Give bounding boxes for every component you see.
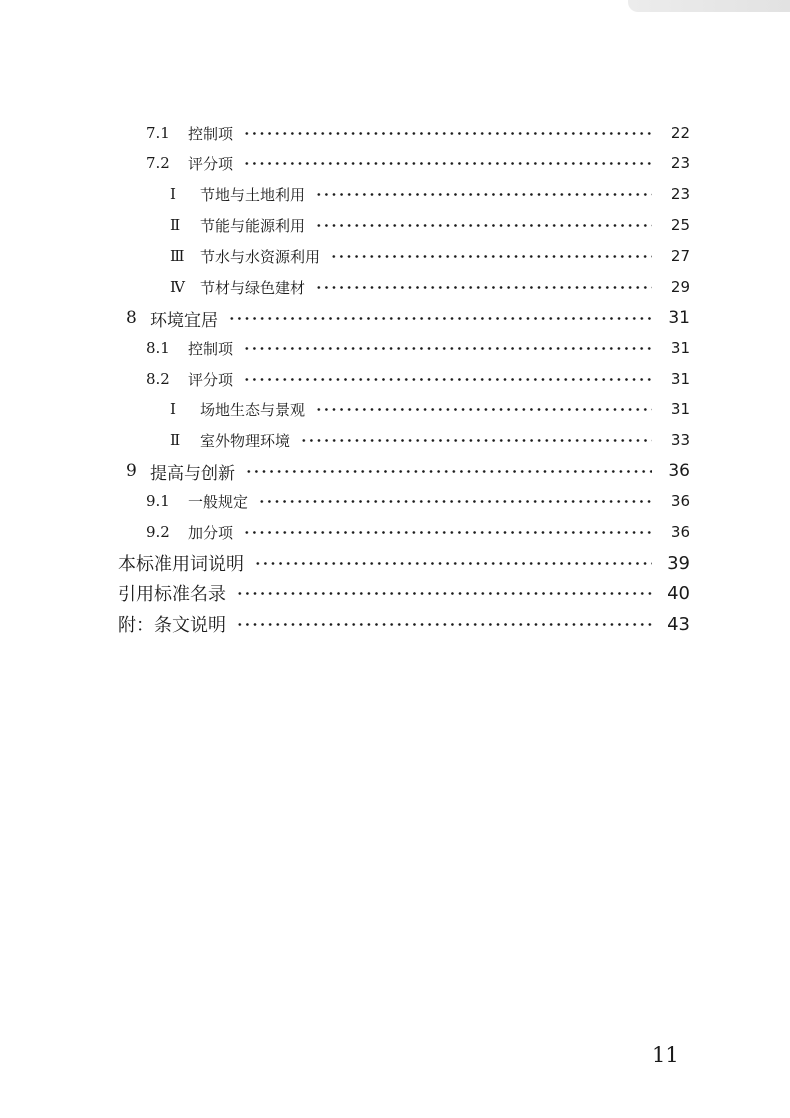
toc-entry-title: 评分项 <box>188 370 234 389</box>
toc-entry-number: 9.2 <box>146 523 170 541</box>
toc-entry-explanation[interactable] <box>118 609 690 639</box>
toc-entry-title: 控制项 <box>188 124 234 143</box>
toc-entry-number: 8.1 <box>146 339 170 357</box>
scan-edge-mark <box>628 0 790 12</box>
toc-entry-title: 附：条文说明 <box>118 615 226 636</box>
toc-entry-title: 室外物理环境 <box>200 431 291 450</box>
toc-entry-page: 31 <box>670 370 690 388</box>
toc-entry-number: 8 <box>126 308 137 328</box>
dot-leader <box>330 255 652 258</box>
toc-entry-title: 节材与绿色建材 <box>200 278 306 297</box>
toc-entry-7-2[interactable] <box>146 148 690 178</box>
toc-entry-page: 31 <box>670 339 690 357</box>
toc-entry-number: 9.1 <box>146 492 170 510</box>
toc-entry-page: 25 <box>670 216 690 234</box>
toc-entry-page: 23 <box>670 185 690 203</box>
toc-entry-7-2-iv[interactable] <box>170 272 690 302</box>
toc-entry-number: 9 <box>126 461 137 481</box>
toc-entry-page: 29 <box>670 278 690 296</box>
toc-entry-9[interactable] <box>126 456 690 486</box>
dot-leader <box>300 439 652 442</box>
toc-entry-page: 23 <box>670 154 690 172</box>
dot-leader <box>243 347 652 350</box>
toc-entry-roman: Ⅰ <box>170 185 176 203</box>
toc-entry-number: 7.1 <box>146 124 170 142</box>
dot-leader <box>315 224 652 227</box>
dot-leader <box>258 500 652 503</box>
toc-entry-title: 提高与创新 <box>150 463 235 484</box>
toc-entry-title: 本标准用词说明 <box>118 554 244 575</box>
dot-leader <box>236 623 652 626</box>
toc-entry-page: 27 <box>670 247 690 265</box>
toc-entry-title: 节水与水资源利用 <box>200 247 321 266</box>
toc-entry-7-1[interactable] <box>146 118 690 148</box>
toc-entry-9-2[interactable] <box>146 517 690 547</box>
dot-leader <box>254 562 652 565</box>
toc-entry-title: 场地生态与景观 <box>200 400 306 419</box>
toc-entry-page: 40 <box>667 582 690 604</box>
dot-leader <box>315 408 652 411</box>
dot-leader <box>243 132 652 135</box>
toc-entry-title: 环境宜居 <box>150 310 218 331</box>
toc-entry-roman: Ⅰ <box>170 400 176 418</box>
toc-entry-page: 43 <box>667 613 690 635</box>
toc-entry-page: 33 <box>670 431 690 449</box>
dot-leader <box>315 286 652 289</box>
toc-entry-roman: Ⅱ <box>170 216 181 234</box>
toc-entry-terminology[interactable] <box>118 548 690 578</box>
toc-entry-8-1[interactable] <box>146 333 690 363</box>
toc-entry-title: 引用标准名录 <box>118 584 226 605</box>
toc-entry-page: 39 <box>667 552 690 574</box>
toc-entry-referenced-standards[interactable] <box>118 578 690 608</box>
toc-entry-page: 36 <box>670 523 690 541</box>
toc-entry-7-2-iii[interactable] <box>170 241 690 271</box>
toc-entry-title: 加分项 <box>188 523 234 542</box>
toc-entry-8-2[interactable] <box>146 364 690 394</box>
toc-entry-9-1[interactable] <box>146 486 690 516</box>
dot-leader <box>243 378 652 381</box>
dot-leader <box>243 531 652 534</box>
toc-entry-number: 7.2 <box>146 154 170 172</box>
toc-entry-number: 8.2 <box>146 370 170 388</box>
dot-leader <box>228 317 652 320</box>
dot-leader <box>236 592 652 595</box>
dot-leader <box>245 470 652 473</box>
toc-entry-page: 36 <box>668 461 690 481</box>
toc-entry-7-2-i[interactable] <box>170 179 690 209</box>
toc-entry-roman: Ⅳ <box>170 278 185 296</box>
toc-entry-8[interactable] <box>126 303 690 333</box>
toc-entry-page: 31 <box>668 308 690 328</box>
toc-entry-title: 节地与土地利用 <box>200 185 306 204</box>
toc-entry-title: 一般规定 <box>188 492 249 511</box>
toc-entry-title: 评分项 <box>188 154 234 173</box>
toc-entry-8-2-i[interactable] <box>170 394 690 424</box>
toc-entry-title: 控制项 <box>188 339 234 358</box>
toc-entry-roman: Ⅲ <box>170 247 185 265</box>
toc-entry-page: 31 <box>670 400 690 418</box>
dot-leader <box>243 162 652 165</box>
dot-leader <box>315 193 652 196</box>
toc-entry-page: 22 <box>670 124 690 142</box>
toc-entry-page: 36 <box>670 492 690 510</box>
toc-entry-8-2-ii[interactable] <box>170 425 690 455</box>
page-number: 11 <box>652 1043 679 1067</box>
toc-entry-7-2-ii[interactable] <box>170 210 690 240</box>
toc-entry-title: 节能与能源利用 <box>200 216 306 235</box>
toc-entry-roman: Ⅱ <box>170 431 181 449</box>
